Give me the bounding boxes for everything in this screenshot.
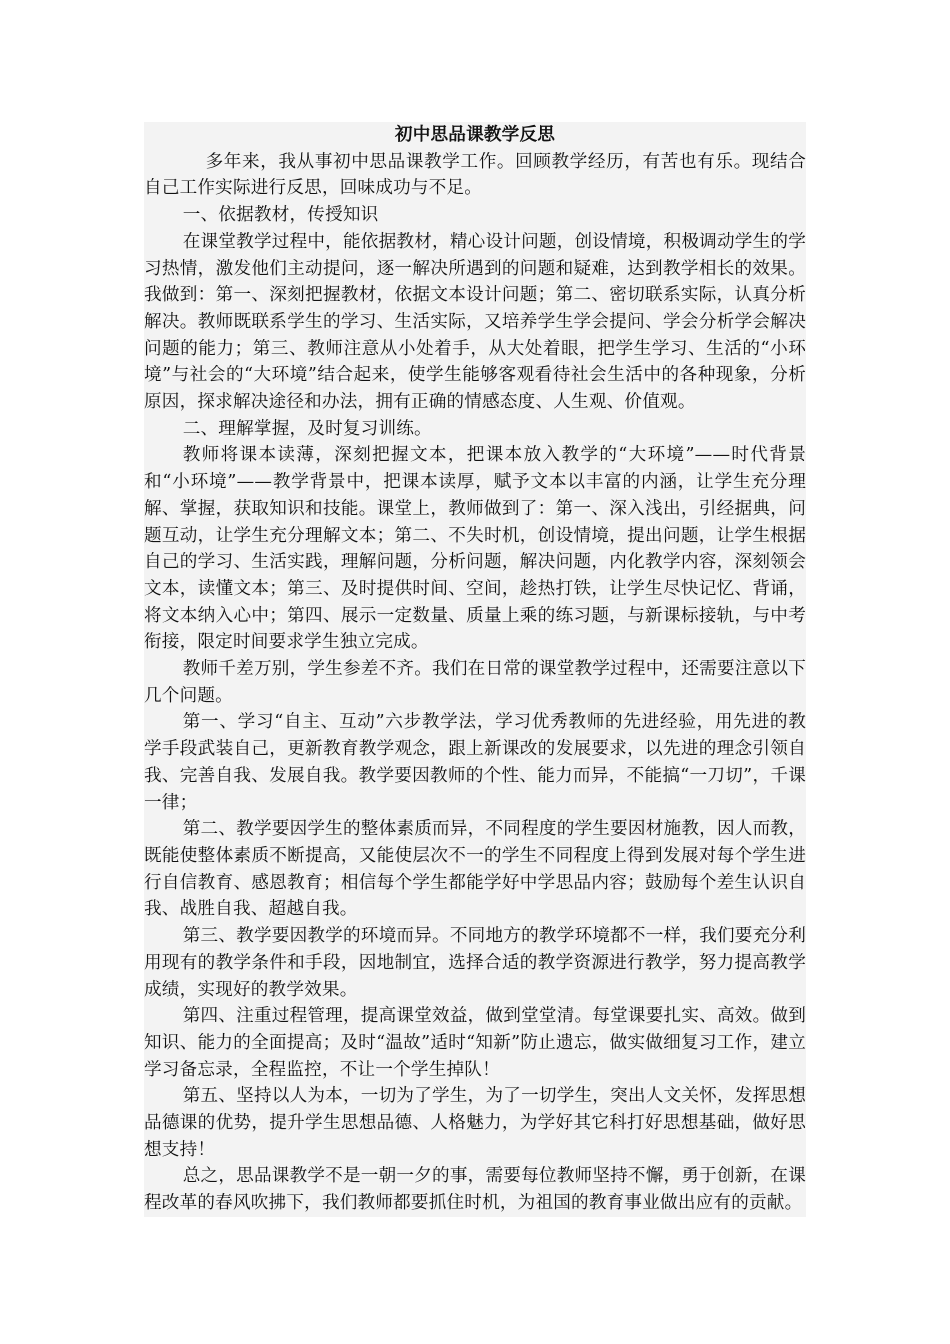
paragraph-section-1: 在课堂教学过程中，能依据教材，精心设计问题，创设情境，积极调动学生的学习热情，激发他们主动提问，逐一解决所遇到的问题和疑难，达到教学相长的效果。我做到：第一、深刻把握教材，依据文本设计问题；第二、密切联系实际，认真分析解决。教师既联系学生的学习、生活实际，又培养学生学会提问、学会分析学会解决问题的能力；第三、教师注意从小处着手，从大处着眼，把学生学习、生活的“小环境”与社会的“大环境”结合起来，使学生能够客观看待社会生活中的各种现象，分析原因，探求解决途径和办法，拥有正确的情感态度、人生观、价值观。	[144, 231, 806, 413]
document-title: 初中思品课教学反思	[394, 124, 556, 145]
paragraph-point-1: 第一、学习“自主、互动”六步教学法，学习优秀教师的先进经验，用先进的教学手段武装自己，更新教育教学观念，跟上新课改的发展要求，以先进的理念引领自我、完善自我、发展自我。教学要因教师的个性、能力而异，不能搞“一刀切”，千课一律；	[144, 712, 806, 813]
section-heading-1: 一、依据教材，传授知识	[182, 205, 379, 226]
paragraph-point-3: 第三、教学要因教学的环境而异。不同地方的教学环境都不一样，我们要充分利用现有的教学条件和手段，因地制宜，选择合适的教学资源进行教学，努力提高教学成绩，实现好的教学效果。	[144, 926, 806, 1000]
paragraph-point-5: 第五、坚持以人为本，一切为了学生，为了一切学生，突出人文关怀，发挥思想品德课的优势，提升学生思想品德、人格魅力，为学好其它科打好思想基础，做好思想支持！	[144, 1086, 806, 1160]
paragraph-intro: 多年来，我从事初中思品课教学工作。回顾教学经历，有苦也有乐。现结合自己工作实际进行反思，回味成功与不足。	[144, 151, 806, 199]
section-heading-2: 二、理解掌握，及时复习训练。	[182, 418, 432, 439]
paragraph-section-2: 教师将课本读薄，深刻把握文本，把课本放入教学的“大环境”——时代背景和“小环境”——教学背景中，把课本读厚，赋予文本以丰富的内涵，让学生充分理解、掌握，获取知识和技能。课堂上，教师做到了：第一、深入浅出，引经据典，问题互动，让学生充分理解文本；第二、不失时机，创设情境，提出问题，让学生根据自己的学习、生活实践，理解问题，分析问题，解决问题，内化教学内容，深刻领会文本，读懂文本；第三、及时提供时间、空间，趁热打铁，让学生尽快记忆、背诵，将文本纳入心中；第四、展示一定数量、质量上乘的练习题，与新课标接轨，与中考衔接，限定时间要求学生独立完成。	[144, 445, 806, 653]
paragraph-issues-intro: 教师千差万别，学生参差不齐。我们在日常的课堂教学过程中，还需要注意以下几个问题。	[144, 659, 806, 706]
paragraph-conclusion: 总之，思品课教学不是一朝一夕的事，需要每位教师坚持不懈，勇于创新，在课程改革的春风吹拂下，我们教师都要抓住时机，为祖国的教育事业做出应有的贡献。	[144, 1166, 806, 1214]
document-body	[144, 122, 806, 1217]
paragraph-point-4: 第四、注重过程管理，提高课堂效益，做到堂堂清。每堂课要扎实、高效。做到知识、能力的全面提高；及时“温故”适时“知新”防止遗忘，做实做细复习工作，建立学习备忘录，全程监控，不让一个学生掉队！	[144, 1006, 806, 1080]
paragraph-point-2: 第二、教学要因学生的整体素质而异，不同程度的学生要因材施教，因人而教，既能使整体素质不断提高，又能使层次不一的学生不同程度上得到发展对每个学生进行自信教育、感恩教育；相信每个学生都能学好中学思品内容；鼓励每个差生认识自我、战胜自我、超越自我。	[144, 819, 806, 920]
